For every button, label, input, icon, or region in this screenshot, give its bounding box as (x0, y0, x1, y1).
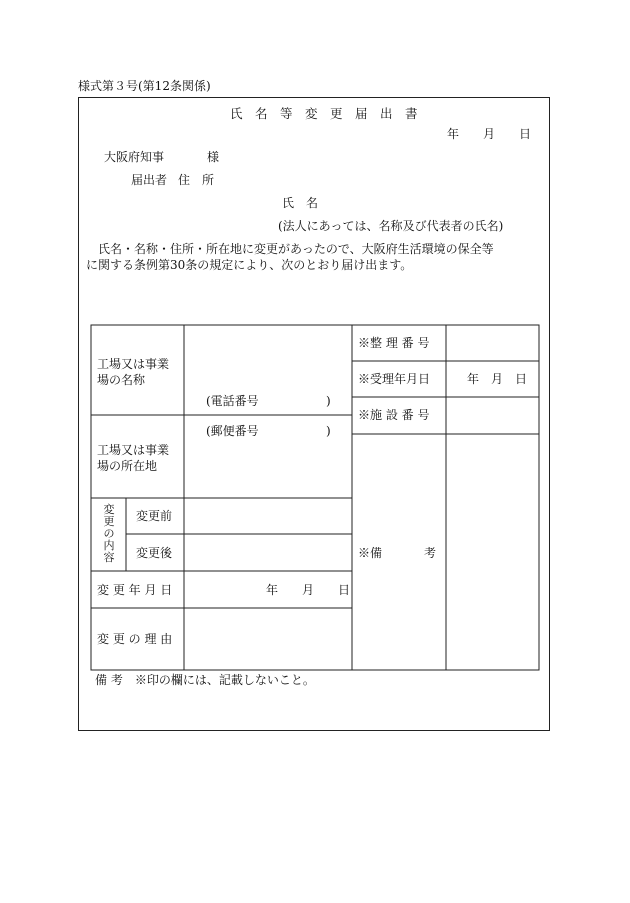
phone-close: ) (326, 394, 331, 408)
honorific: 様 (207, 150, 220, 164)
corporation-note: (法人にあっては、名称及び代表者の氏名) (278, 219, 504, 233)
change-date-value: 年 月 日 (266, 583, 351, 597)
postal-label: (郵便番号 (206, 424, 259, 438)
change-reason-label: 変 更 の 理 由 (97, 632, 173, 646)
receipt-date-value: 年 月 日 (467, 372, 528, 386)
remarks-label: ※備 (358, 546, 383, 560)
reference-number-label: ※整 理 番 号 (358, 336, 430, 350)
footer-note: 備 考 ※印の欄には、記載しないこと。 (95, 673, 315, 687)
body-text-line1: 氏名・名称・住所・所在地に変更があったので、大阪府生活環境の保全等 (98, 242, 494, 256)
facility-number-label: ※施 設 番 号 (358, 408, 430, 422)
factory-name-label-l1: 工場又は事業 (97, 357, 170, 371)
after-change-label: 変更後 (136, 546, 173, 560)
factory-name-label-l2: 場の名称 (97, 373, 146, 387)
submission-date: 年 月 日 (447, 127, 532, 141)
change-content-label: 変 更 の 内 容 (103, 503, 115, 564)
remarks-label-2: 考 (424, 546, 437, 560)
receipt-date-label: ※受理年月日 (358, 372, 431, 386)
postal-close: ) (326, 424, 331, 438)
factory-location-label-l1: 工場又は事業 (97, 443, 170, 457)
address-label: 住 所 (178, 173, 215, 187)
body-text-line2: に関する条例第30条の規定により、次のとおり届け出ます。 (86, 258, 413, 272)
before-change-label: 変更前 (136, 509, 173, 523)
phone-label: (電話番号 (206, 394, 259, 408)
addressee: 大阪府知事 (104, 150, 165, 164)
form-number: 様式第３号(第12条関係) (78, 79, 211, 93)
form-title: 氏 名 等 変 更 届 出 書 (230, 106, 418, 121)
factory-location-label-l2: 場の所在地 (97, 459, 158, 473)
submitter-label: 届出者 (131, 173, 168, 187)
name-label: 氏 名 (282, 196, 319, 210)
change-date-label: 変 更 年 月 日 (97, 583, 173, 597)
